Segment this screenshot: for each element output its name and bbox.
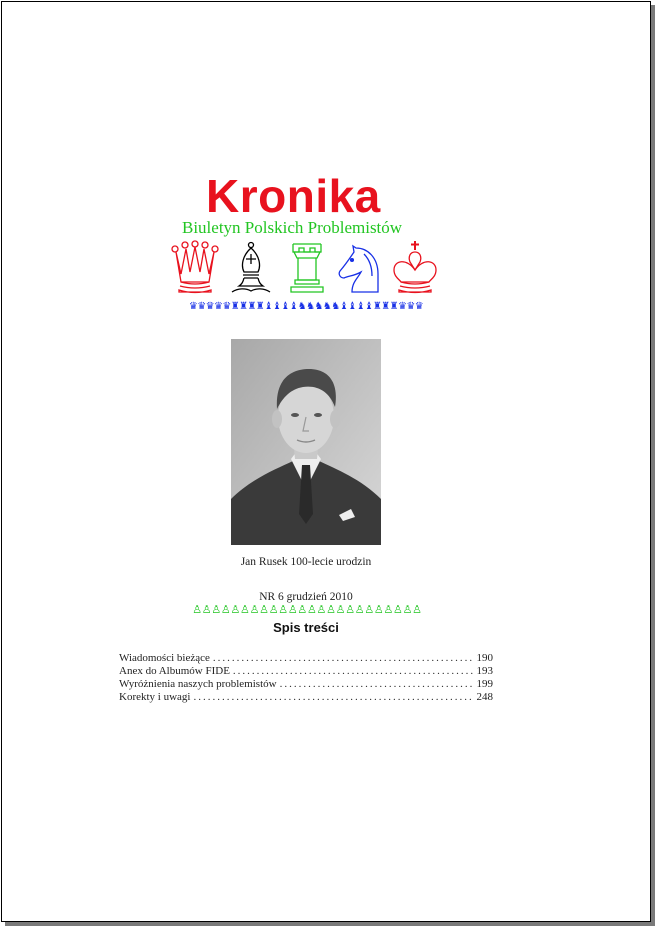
toc-entry-page: 248 (476, 691, 493, 703)
toc-entry[interactable] (119, 691, 493, 704)
toc-title: Spis treści (273, 620, 339, 635)
photo-caption: Jan Rusek 100-lecie urodzin (240, 556, 372, 568)
toc-entry-label: Wiadomości bieżące (119, 652, 210, 664)
chess-pieces-banner (168, 240, 442, 296)
mini-pieces-row: ♛♛♛♛♛♜♜♜♜♝♝♝♝♞♞♞♞♞♝♝♝♝♜♜♜♛♛♛ (188, 301, 424, 312)
document-page (1, 1, 651, 922)
toc-entry[interactable] (119, 678, 493, 691)
portrait-photo (231, 339, 381, 545)
toc-entry[interactable] (119, 652, 493, 665)
toc-entry-page: 199 (476, 678, 493, 690)
rook-icon (291, 244, 323, 292)
toc-leader-dots (280, 678, 474, 691)
king-icon (394, 241, 436, 293)
pawn-divider: ♙♙♙♙♙♙♙♙♙♙♙♙♙♙♙♙♙♙♙♙♙♙♙♙ (192, 603, 422, 616)
toc-leader-dots (193, 691, 473, 704)
toc-entry[interactable] (119, 665, 493, 678)
bulletin-title: Kronika (206, 170, 381, 222)
table-of-contents (119, 652, 493, 704)
issue-number: NR 6 grudzień 2010 (259, 591, 353, 603)
toc-leader-dots (213, 652, 474, 665)
queen-icon (172, 241, 218, 293)
toc-entry-page: 190 (476, 652, 493, 664)
toc-entry-label: Wyróżnienia naszych problemistów (119, 678, 277, 690)
toc-entry-label: Anex do Albumów FIDE (119, 665, 230, 677)
bishop-icon (232, 243, 270, 293)
knight-icon (339, 246, 378, 292)
bulletin-subtitle: Biuletyn Polskich Problemistów (182, 218, 403, 237)
portrait-image (231, 339, 381, 545)
toc-entry-page: 193 (476, 665, 493, 677)
toc-leader-dots (233, 665, 474, 678)
toc-entry-label: Korekty i uwagi (119, 691, 191, 703)
